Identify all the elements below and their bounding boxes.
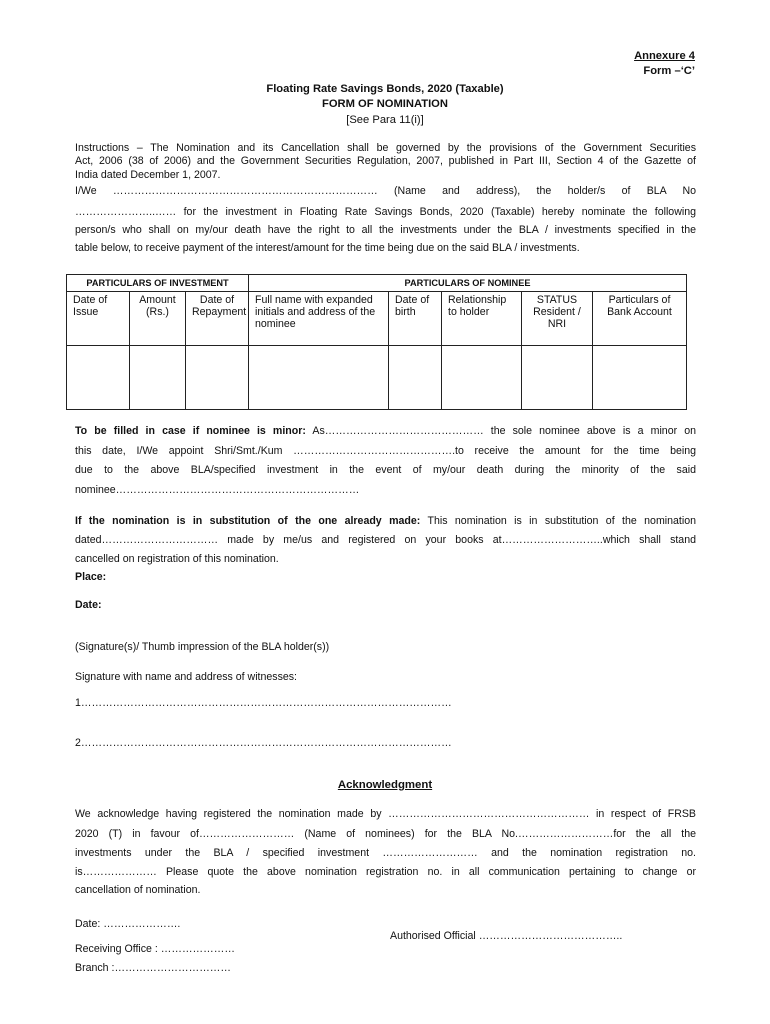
acknowledgment-date: Date: …………………. <box>75 918 181 930</box>
acknowledgment-line: investments under the BLA / specified investment ……………………… and the nomination registration no. <box>75 847 696 859</box>
substitution-line: dated…………………………… made by me/us and registered on your books at………………………..which shall stand <box>75 534 696 546</box>
date-of-issue-cell[interactable] <box>67 346 130 410</box>
minor-section-text: As……………………………………… the sole nominee above is a minor on <box>305 425 696 437</box>
instructions-line: Instructions – The Nomination and its Cancellation shall be governed by the provisions of the Government Securities <box>75 142 696 154</box>
form-title: Floating Rate Savings Bonds, 2020 (Taxable) <box>266 83 504 95</box>
column-header: Full name with expanded initials and address of the nominee <box>249 292 389 346</box>
witness-2-line: 2…………………………………………………………………………………………… <box>75 737 452 749</box>
minor-section-line: this date, I/We appoint Shri/Smt./Kum ……………………………………….to receive the amount for the time being <box>75 445 696 457</box>
substitution-text: This nomination is in substitution of the nomination <box>420 515 696 527</box>
column-header: Date of Repayment <box>186 292 249 346</box>
substitution-label: If the nomination is in substitution of the one already made: <box>75 515 421 527</box>
table-row <box>67 346 687 410</box>
para-reference: [See Para 11(i)] <box>346 114 424 126</box>
column-header: Date of birth <box>389 292 442 346</box>
instructions-line: person/s who shall on my/our death have the right to all the investments under the BLA / investments specified in the <box>75 224 696 236</box>
date-of-repayment-cell[interactable] <box>186 346 249 410</box>
place-label: Place: <box>75 571 107 583</box>
date-label: Date: <box>75 599 102 611</box>
acknowledgment-line: is………………… Please quote the above nomination registration no. in all communication pertaining to change or <box>75 866 696 878</box>
annexure-label: Annexure 4 <box>634 50 695 62</box>
instructions-line: table below, to receive payment of the interest/amount for the time being due on the said BLA / investments. <box>75 242 580 254</box>
form-label: Form –‘C’ <box>643 65 695 77</box>
column-header: Date of Issue <box>67 292 130 346</box>
nominee-group-header: PARTICULARS OF NOMINEE <box>249 275 687 292</box>
holder-name-line: I/We ………………………………………………………………… (Name and address), the holder/s of BLA No <box>75 185 696 197</box>
minor-section-line: nominee…………………………………………………………… <box>75 484 360 496</box>
relationship-cell[interactable] <box>442 346 522 410</box>
acknowledgment-line: 2020 (T) in favour of……………………… (Name of nominees) for the BLA No.………………………for the all the <box>75 828 696 840</box>
acknowledgment-line: We acknowledge having registered the nomination made by ………………………………………………… in respect of FRSB <box>75 808 696 820</box>
acknowledgment-heading: Acknowledgment <box>337 779 433 791</box>
receiving-office-line: Receiving Office : ………………… <box>75 943 235 955</box>
investment-group-header: PARTICULARS OF INVESTMENT <box>67 275 249 292</box>
signature-line: (Signature(s)/ Thumb impression of the BLA holder(s)) <box>75 641 330 653</box>
acknowledgment-line: cancellation of nomination. <box>75 884 201 896</box>
date-of-birth-cell[interactable] <box>389 346 442 410</box>
substitution-line: cancelled on registration of this nomination. <box>75 553 279 565</box>
minor-section-line <box>75 425 696 437</box>
witness-1-line: 1…………………………………………………………………………………………… <box>75 697 452 709</box>
column-header: Relationship to holder <box>442 292 522 346</box>
nomination-table <box>66 274 687 410</box>
column-header: Particulars of Bank Account <box>593 292 687 346</box>
substitution-line <box>75 515 696 527</box>
instructions-line: India dated December 1, 2007. <box>75 169 221 181</box>
column-header: STATUS Resident / NRI <box>522 292 593 346</box>
column-header: Amount (Rs.) <box>130 292 186 346</box>
amount-cell[interactable] <box>130 346 186 410</box>
bank-account-cell[interactable] <box>593 346 687 410</box>
instructions-line: Act, 2006 (38 of 2006) and the Government Securities Regulation, 2007, published in Part III, Section 4 of the Gazette of <box>75 155 696 167</box>
witnesses-label: Signature with name and address of witnesses: <box>75 671 298 683</box>
form-subtitle: FORM OF NOMINATION <box>322 98 448 110</box>
minor-section-line: due to the above BLA/specified investment in the event of my/our death during the minority of the said <box>75 464 696 476</box>
branch-line: Branch :…………………………… <box>75 962 231 974</box>
nominee-name-cell[interactable] <box>249 346 389 410</box>
bla-number-line: …………………..…… for the investment in Floating Rate Savings Bonds, 2020 (Taxable) hereby nominate the following <box>75 206 696 218</box>
status-cell[interactable] <box>522 346 593 410</box>
authorised-official-line: Authorised Official ………………………………….. <box>390 930 623 942</box>
minor-section-label: To be filled in case if nominee is minor: <box>75 425 306 437</box>
